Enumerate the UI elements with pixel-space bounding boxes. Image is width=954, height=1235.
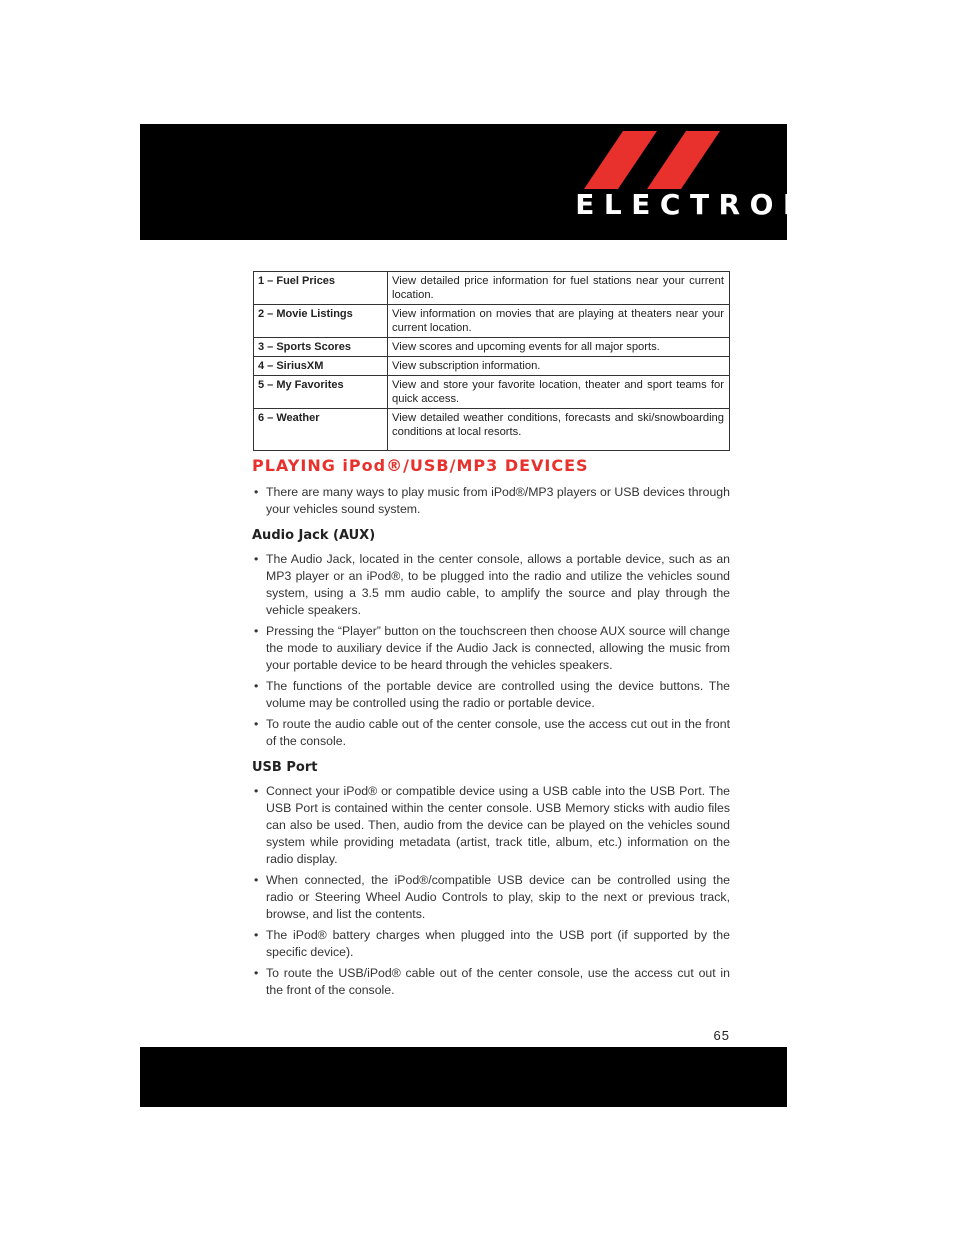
features-table — [253, 271, 730, 451]
feature-label: 2 – Movie Listings — [254, 305, 388, 338]
list-item: • Pressing the “Player” button on the touchscreen then choose AUX source will change the mode to auxiliary device if the Audio Jack is connected, allowing the music from your portable device to be heard through the vehicles speakers. — [252, 623, 730, 674]
red-stripes-logo — [584, 131, 720, 189]
intro-list — [252, 484, 730, 518]
feature-description: View subscription information. — [388, 357, 730, 376]
list-item: • When connected, the iPod®/compatible USB device can be controlled using the radio or Steering Wheel Audio Controls to play, skip to the next or previous track, browse, and list the contents. — [252, 872, 730, 923]
feature-description: View detailed weather conditions, forecasts and ski/snowboarding conditions at local resorts. — [388, 409, 730, 451]
usb-port-heading: USB Port — [252, 760, 318, 775]
feature-description: View information on movies that are playing at theaters near your current location. — [388, 305, 730, 338]
feature-label: 3 – Sports Scores — [254, 338, 388, 357]
table-row — [254, 272, 730, 305]
audio-jack-list — [252, 551, 730, 750]
main-content — [252, 456, 730, 1003]
feature-label: 6 – Weather — [254, 409, 388, 451]
list-item: • There are many ways to play music from iPod®/MP3 players or USB devices through your vehicles sound system. — [252, 484, 730, 518]
table-row — [254, 305, 730, 338]
feature-label: 4 – SiriusXM — [254, 357, 388, 376]
feature-label: 5 – My Favorites — [254, 376, 388, 409]
feature-description: View detailed price information for fuel stations near your current location. — [388, 272, 730, 305]
footer-band — [140, 1047, 787, 1107]
usb-port-list — [252, 783, 730, 999]
section-heading: PLAYING iPod®/USB/MP3 DEVICES — [252, 456, 589, 475]
feature-description: View and store your favorite location, theater and sport teams for quick access. — [388, 376, 730, 409]
audio-jack-heading: Audio Jack (AUX) — [252, 528, 376, 543]
table-row — [254, 409, 730, 451]
list-item: • Connect your iPod® or compatible device using a USB cable into the USB Port. The USB Port is contained within the center console. USB Memory sticks with audio files can also be used. Then, audio from the device can be played on the vehicles sound system while providing metadata (artist, track title, album, etc.) information on the radio display. — [252, 783, 730, 868]
list-item: • To route the USB/iPod® cable out of the center console, use the access cut out in the front of the console. — [252, 965, 730, 999]
table-row — [254, 338, 730, 357]
feature-label: 1 – Fuel Prices — [254, 272, 388, 305]
page-number: 65 — [713, 1028, 730, 1043]
table-row — [254, 357, 730, 376]
table-row — [254, 376, 730, 409]
list-item: • The functions of the portable device are controlled using the device buttons. The volume may be controlled using the radio or portable device. — [252, 678, 730, 712]
list-item: • To route the audio cable out of the center console, use the access cut out in the front of the console. — [252, 716, 730, 750]
section-title: ELECTRONICS — [575, 188, 896, 221]
list-item: • The iPod® battery charges when plugged into the USB port (if supported by the specific device). — [252, 927, 730, 961]
feature-description: View scores and upcoming events for all major sports. — [388, 338, 730, 357]
list-item: • The Audio Jack, located in the center console, allows a portable device, such as an MP3 player or an iPod®, to be plugged into the radio and utilize the vehicles sound system, using a 3.5 mm audio cable, to amplify the source and play through the vehicle speakers. — [252, 551, 730, 619]
